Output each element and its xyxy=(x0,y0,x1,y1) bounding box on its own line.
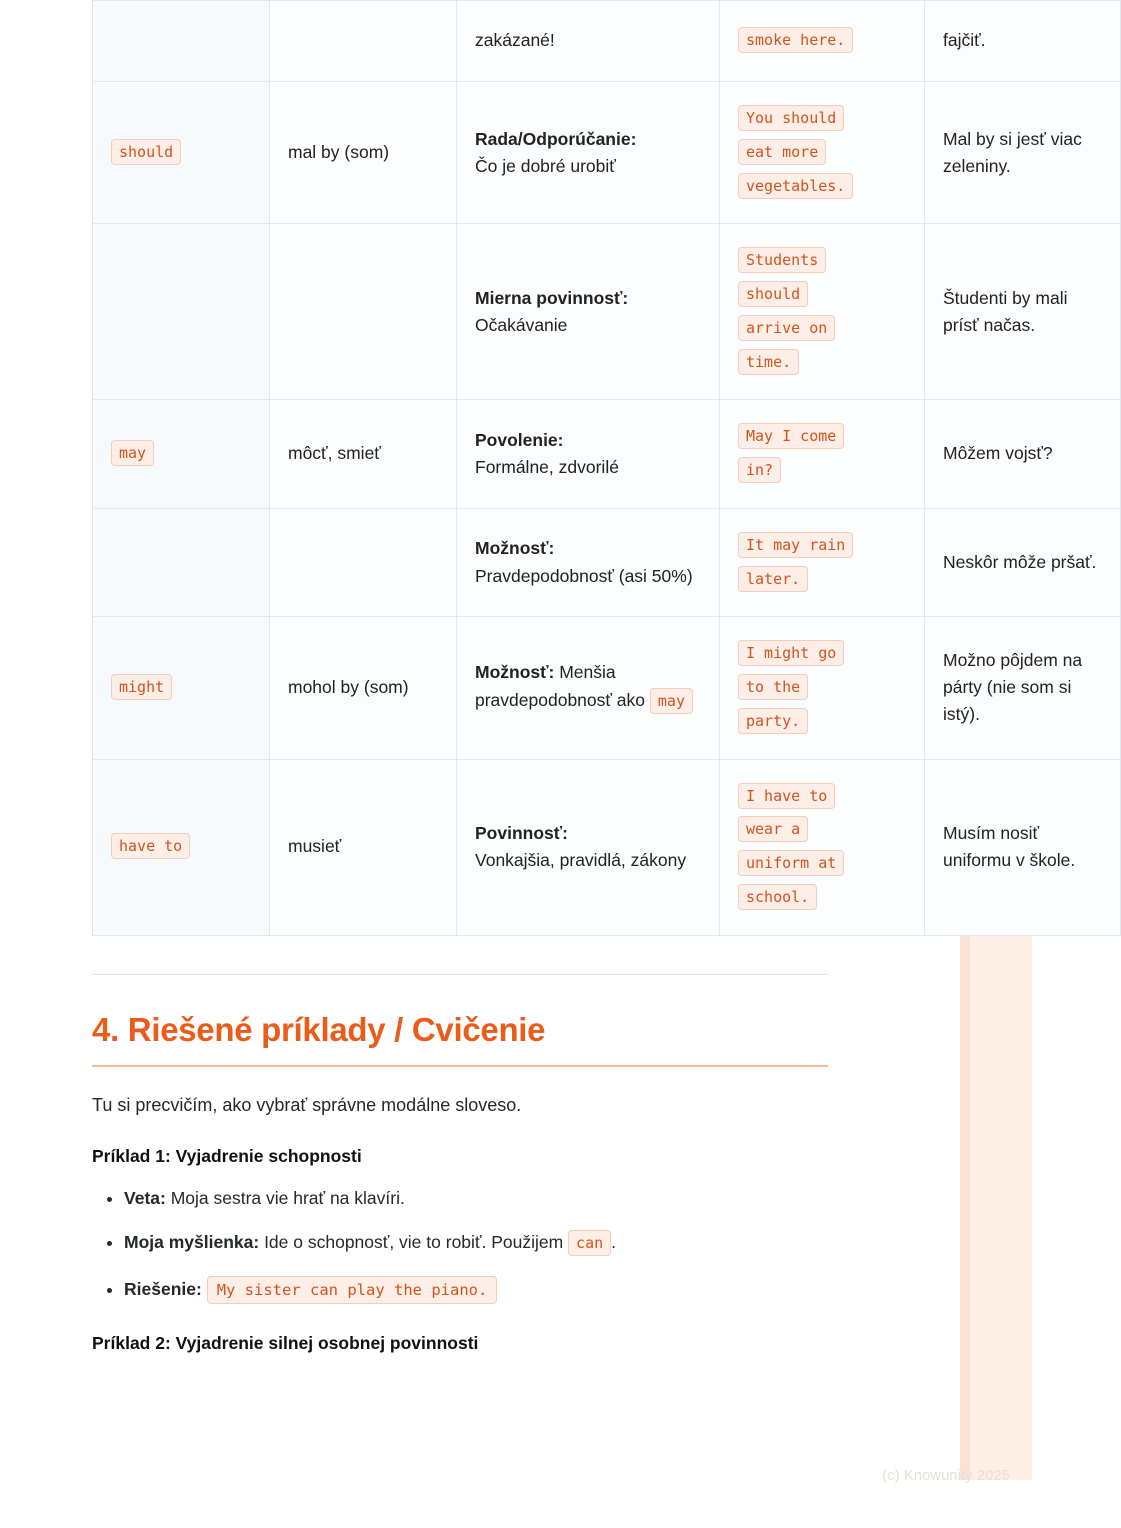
cell-use xyxy=(457,82,720,224)
use-label: Povolenie: xyxy=(475,429,564,450)
example-line: party. xyxy=(738,708,808,734)
inline-modal-chip: may xyxy=(650,688,693,714)
list-item xyxy=(124,1228,935,1260)
cell-translation xyxy=(925,508,1121,617)
cell-meaning xyxy=(270,400,457,509)
watermark: (c) Knowunity 2025 xyxy=(882,1468,1010,1484)
cell-use xyxy=(457,617,720,759)
use-label: Rada/Odporúčanie: xyxy=(475,128,637,149)
cell-translation xyxy=(925,1,1121,82)
translation-text: Študenti by mali prísť načas. xyxy=(943,287,1068,335)
cell-meaning xyxy=(270,759,457,935)
translation-text: Neskôr môže pršať. xyxy=(943,551,1097,572)
cell-translation xyxy=(925,617,1121,759)
example-line: wear a xyxy=(738,816,808,842)
intro-paragraph: Tu si precvičím, ako vybrať správne modálne sloveso. xyxy=(92,1094,522,1115)
use-label: Mierna povinnosť: xyxy=(475,287,629,308)
translation-text: Mal by si jesť viac zeleniny. xyxy=(943,128,1082,176)
translation-text: Možno pôjdem na párty (nie som si istý). xyxy=(943,650,1083,725)
example-line: arrive on xyxy=(738,315,835,341)
list-item xyxy=(124,1185,935,1211)
title-underline xyxy=(92,1065,828,1067)
cell-translation xyxy=(925,400,1121,509)
modal-chip: should xyxy=(111,139,181,165)
item-text: Moja sestra vie hrať na klavíri. xyxy=(165,1187,405,1208)
cell-example xyxy=(720,1,925,82)
cell-modal xyxy=(93,1,270,82)
use-text: Očakávanie xyxy=(475,314,568,335)
example-line: in? xyxy=(738,457,781,483)
table-row xyxy=(93,617,1121,759)
example-line: vegetables. xyxy=(738,173,853,199)
item-text-after: . xyxy=(611,1231,617,1252)
example-code xyxy=(738,529,906,597)
item-label: Moja myšlienka: xyxy=(124,1231,260,1252)
cell-modal xyxy=(93,400,270,509)
cell-use xyxy=(457,224,720,400)
example-line: uniform at xyxy=(738,850,844,876)
translation-text: Môžem vojsť? xyxy=(943,443,1053,464)
example-line: should xyxy=(738,281,808,307)
example-code xyxy=(738,637,906,738)
meaning-text: môcť, smieť xyxy=(288,443,381,464)
list-item xyxy=(124,1276,935,1302)
cell-example xyxy=(720,759,925,935)
example-line: I might go xyxy=(738,640,844,666)
meaning-text: mal by (som) xyxy=(288,142,390,163)
example-line: May I come xyxy=(738,423,844,449)
cell-modal xyxy=(93,617,270,759)
meaning-text: musieť xyxy=(288,836,342,857)
example-line: smoke here. xyxy=(738,27,853,53)
use-label: Možnosť: xyxy=(475,538,555,559)
use-label: Možnosť: xyxy=(475,661,555,682)
cell-example xyxy=(720,508,925,617)
cell-translation xyxy=(925,224,1121,400)
modal-chip: have to xyxy=(111,833,190,859)
example-line: time. xyxy=(738,349,799,375)
cell-meaning xyxy=(270,224,457,400)
example-line: It may rain xyxy=(738,532,853,558)
use-text: Čo je dobré urobiť xyxy=(475,155,616,176)
use-text: zakázané! xyxy=(475,30,555,51)
table-row xyxy=(93,759,1121,935)
cell-modal xyxy=(93,82,270,224)
example-code xyxy=(738,420,906,488)
cell-example xyxy=(720,400,925,509)
section-divider xyxy=(92,974,828,975)
example-line: eat more xyxy=(738,139,826,165)
item-label: Riešenie: xyxy=(124,1279,202,1300)
cell-use xyxy=(457,400,720,509)
use-text: Vonkajšia, pravidlá, zákony xyxy=(475,850,687,870)
table-row xyxy=(93,224,1121,400)
modal-chip: can xyxy=(568,1230,611,1256)
table-row xyxy=(93,508,1121,617)
modal-chip: may xyxy=(111,440,154,466)
page-title: 4. Riešené príklady / Cvičenie xyxy=(92,1010,546,1048)
cell-use xyxy=(457,1,720,82)
cell-use xyxy=(457,759,720,935)
example1-list xyxy=(92,1185,935,1303)
translation-text: fajčiť. xyxy=(943,30,986,51)
meaning-text: mohol by (som) xyxy=(288,677,409,698)
example1-heading: Príklad 1: Vyjadrenie schopnosti xyxy=(92,1145,362,1166)
cell-translation xyxy=(925,82,1121,224)
example-code xyxy=(738,780,906,915)
example2-heading: Príklad 2: Vyjadrenie silnej osobnej povinnosti xyxy=(92,1332,479,1353)
use-text: Formálne, zdvorilé xyxy=(475,457,619,477)
use-label: Povinnosť: xyxy=(475,822,568,843)
table-row xyxy=(93,1,1121,82)
example-code xyxy=(738,102,906,203)
example-code xyxy=(738,24,906,58)
cell-meaning xyxy=(270,82,457,224)
example-line: I have to xyxy=(738,783,835,809)
example-line: school. xyxy=(738,884,817,910)
example-line: to the xyxy=(738,674,808,700)
cell-use xyxy=(457,508,720,617)
cell-example xyxy=(720,617,925,759)
cell-modal xyxy=(93,759,270,935)
cell-example xyxy=(720,82,925,224)
use-text: Menšia pravdepodobnosť ako xyxy=(475,661,650,710)
cell-meaning xyxy=(270,617,457,759)
example-line: Students xyxy=(738,247,826,273)
use-text: Pravdepodobnosť (asi 50%) xyxy=(475,565,693,586)
translation-text: Musím nosiť uniformu v škole. xyxy=(943,822,1076,870)
cell-meaning xyxy=(270,508,457,617)
example-code xyxy=(738,244,906,379)
cell-modal xyxy=(93,224,270,400)
cell-modal xyxy=(93,508,270,617)
modal-verbs-table xyxy=(92,0,1121,936)
table-row xyxy=(93,400,1121,509)
page-content xyxy=(92,0,1097,1354)
modal-chip: might xyxy=(111,674,172,700)
cell-example xyxy=(720,224,925,400)
solution-sentence-code: My sister can play the piano. xyxy=(207,1276,498,1304)
item-label: Veta: xyxy=(124,1187,166,1208)
table-row xyxy=(93,82,1121,224)
example-line: later. xyxy=(738,566,808,592)
example-line: You should xyxy=(738,105,844,131)
cell-meaning xyxy=(270,1,457,82)
cell-translation xyxy=(925,759,1121,935)
item-text: Ide o schopnosť, vie to robiť. Použijem xyxy=(259,1231,569,1252)
